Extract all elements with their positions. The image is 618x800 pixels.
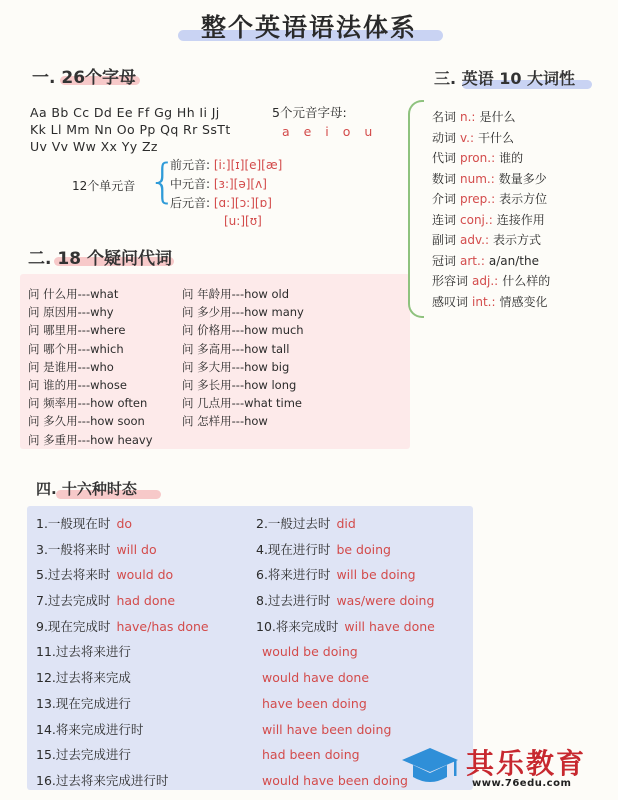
list-item: 问 怎样用---how: [182, 414, 268, 429]
table-row: [36, 665, 209, 691]
pos-desc: 连接作用: [496, 212, 545, 227]
question-right-col: [182, 285, 304, 431]
list-item: [432, 292, 550, 313]
tense-name: 5.过去将来时: [36, 567, 111, 583]
page-title: 整个英语语法体系: [200, 13, 417, 42]
tense-name: 13.现在完成进行: [36, 695, 131, 711]
tense-name: 10.将来完成时: [256, 618, 339, 634]
list-item: 问 多大用---how big: [182, 359, 290, 374]
section3-heading: 三. 英语 10 大词性: [434, 69, 576, 88]
pos-desc: 什么样的: [502, 274, 551, 288]
list-item: [432, 271, 550, 292]
tense-form: would have done: [262, 670, 370, 686]
pos-abbr: conj.:: [460, 212, 493, 227]
pos-cn: 形容词: [432, 274, 469, 288]
alphabet-line: Aa Bb Cc Dd Ee Ff Gg Hh Ii Jj: [30, 105, 220, 120]
section4-heading: 四. 十六种时态: [36, 480, 137, 498]
pos-abbr: pron.:: [460, 151, 496, 165]
graduation-cap-icon: [400, 746, 460, 790]
list-item: [432, 107, 550, 128]
list-item: 问 是谁用---who: [28, 359, 114, 374]
list-item: [432, 210, 550, 231]
tense-name: 16.过去将来完成进行时: [36, 772, 169, 788]
vowel-letters: a e i o u: [282, 124, 378, 139]
list-item: [432, 148, 550, 169]
tense-form: had been doing: [262, 747, 360, 763]
section2-heading: 二. 18 个疑问代词: [28, 249, 172, 269]
question-left-col: [28, 285, 153, 449]
list-item: [432, 230, 550, 251]
table-row: [256, 691, 435, 717]
back-label: 后元音:: [170, 196, 211, 210]
table-row: [36, 511, 209, 537]
table-row: [256, 562, 435, 588]
list-item: 问 几点用---what time: [182, 396, 302, 411]
alphabet-line: Kk Ll Mm Nn Oo Pp Qq Rr SsTt: [30, 122, 231, 137]
tense-form: do: [116, 516, 133, 531]
central-label: 中元音:: [170, 177, 211, 191]
tenses-left-col: [36, 511, 209, 794]
pos-desc: 干什么: [478, 130, 515, 145]
table-row: [36, 717, 209, 743]
list-item: 问 什么用---what: [28, 287, 119, 301]
pos-cn: 动词: [432, 130, 457, 145]
list-item: 问 多重用---how heavy: [28, 432, 153, 447]
pos-cn: 连词: [432, 212, 457, 227]
table-row: [36, 537, 209, 563]
table-row: [256, 511, 435, 537]
central-values: [ɜ:][ə][ʌ]: [213, 177, 267, 191]
tense-form: will be doing: [336, 567, 416, 583]
tense-form: will have been doing: [262, 721, 392, 737]
tense-form: did: [336, 516, 356, 531]
front-values: [i:][ɪ][e][æ]: [213, 158, 283, 172]
central-vowels: [170, 176, 267, 193]
pos-cn: 代词: [432, 151, 457, 165]
table-row: [36, 639, 209, 665]
alphabet-line: Uv Vv Ww Xx Yy Zz: [30, 139, 158, 154]
tense-name: 14.将来完成进行时: [36, 721, 144, 737]
tense-name: 6.将来进行时: [256, 567, 331, 583]
table-row: [256, 639, 435, 665]
table-row: [256, 614, 435, 640]
list-item: [432, 251, 550, 272]
tense-form: would do: [116, 567, 174, 583]
section1-heading: 一. 26个字母: [32, 68, 137, 88]
back-vowels: [170, 195, 272, 212]
tense-form: had done: [116, 593, 176, 609]
pos-desc: 情感变化: [499, 294, 548, 309]
pos-cn: 介词: [432, 192, 457, 206]
front-label: 前元音:: [170, 158, 211, 172]
table-row: [256, 717, 435, 743]
table-row: [256, 665, 435, 691]
pos-cn: 感叹词: [432, 294, 469, 309]
monophthong-label: 12个单元音: [72, 179, 136, 193]
list-item: 问 年龄用---how old: [182, 287, 290, 301]
table-row: [36, 562, 209, 588]
tense-form: would have been doing: [262, 772, 408, 788]
tense-form: have been doing: [262, 695, 367, 711]
tense-name: 2.一般过去时: [256, 516, 331, 531]
table-row: [36, 742, 209, 768]
tense-form: will do: [116, 541, 157, 557]
list-item: 问 谁的用---whose: [28, 378, 127, 393]
tense-name: 4.现在进行时: [256, 541, 331, 557]
pos-cn: 数词: [432, 171, 457, 186]
tense-form: will have done: [344, 618, 435, 634]
pos-abbr: adv.:: [460, 233, 490, 247]
list-item: [432, 189, 550, 210]
pos-abbr: v.:: [460, 130, 475, 145]
list-item: 问 多少用---how many: [182, 305, 304, 320]
tense-name: 11.过去将来进行: [36, 644, 131, 660]
tense-name: 1.一般现在时: [36, 516, 111, 531]
tense-name: 9.现在完成时: [36, 618, 111, 634]
table-row: [36, 691, 209, 717]
pos-desc: 是什么: [479, 110, 516, 124]
tense-name: 12.过去将来完成: [36, 670, 131, 686]
table-row: [256, 588, 435, 614]
list-item: [432, 169, 550, 190]
pos-desc: 表示方位: [499, 192, 548, 206]
list-item: 问 多久用---how soon: [28, 414, 145, 429]
tense-name: 7.过去完成时: [36, 593, 111, 609]
pos-desc: 数量多少: [498, 171, 547, 186]
table-row: [36, 588, 209, 614]
list-item: 问 多长用---how long: [182, 378, 297, 393]
list-item: 问 价格用---how much: [182, 323, 304, 338]
alphabet-block: [30, 104, 231, 155]
back-values: [ɑ:][ɔ:][ɒ]: [213, 196, 272, 210]
brand-name: 其乐教育: [466, 747, 587, 780]
pos-cn: 冠词: [432, 253, 457, 268]
pos-cn: 副词: [432, 233, 457, 247]
list-item: 问 多高用---how tall: [182, 341, 290, 356]
tense-form: have/has done: [116, 618, 209, 634]
brand-url: www.76edu.com: [472, 778, 572, 789]
tense-name: 8.过去进行时: [256, 593, 331, 609]
vowel-brace-icon: {: [148, 154, 178, 208]
list-item: 问 哪个用---which: [28, 341, 124, 356]
table-row: [256, 537, 435, 563]
pos-abbr: n.:: [460, 110, 476, 124]
pos-abbr: adj.:: [472, 274, 499, 288]
tense-form: would be doing: [262, 644, 358, 660]
tense-name: 3.一般将来时: [36, 541, 111, 557]
front-vowels: [170, 157, 282, 174]
parts-of-speech-list: [432, 107, 550, 312]
pos-abbr: num.:: [460, 171, 495, 186]
pos-abbr: prep.:: [460, 192, 496, 206]
pos-desc: 表示方式: [493, 233, 542, 247]
tense-name: 15.过去完成进行: [36, 747, 131, 763]
list-item: 问 原因用---why: [28, 305, 114, 320]
table-row: [36, 768, 209, 794]
pos-abbr: int.:: [472, 294, 496, 309]
pos-desc: a/an/the: [488, 253, 539, 268]
pos-cn: 名词: [432, 110, 457, 124]
parts-of-speech-brace-icon: [408, 100, 424, 318]
list-item: 问 频率用---how often: [28, 396, 148, 411]
list-item: [432, 128, 550, 149]
pos-desc: 谁的: [499, 151, 524, 165]
list-item: 问 哪里用---where: [28, 323, 126, 338]
back-values-2: [u:][ʊ]: [224, 214, 262, 228]
table-row: [36, 614, 209, 640]
tense-form: was/were doing: [336, 593, 435, 609]
tense-form: be doing: [336, 541, 391, 557]
vowel-letters-label: 5个元音字母:: [272, 105, 347, 120]
pos-abbr: art.:: [460, 253, 485, 268]
